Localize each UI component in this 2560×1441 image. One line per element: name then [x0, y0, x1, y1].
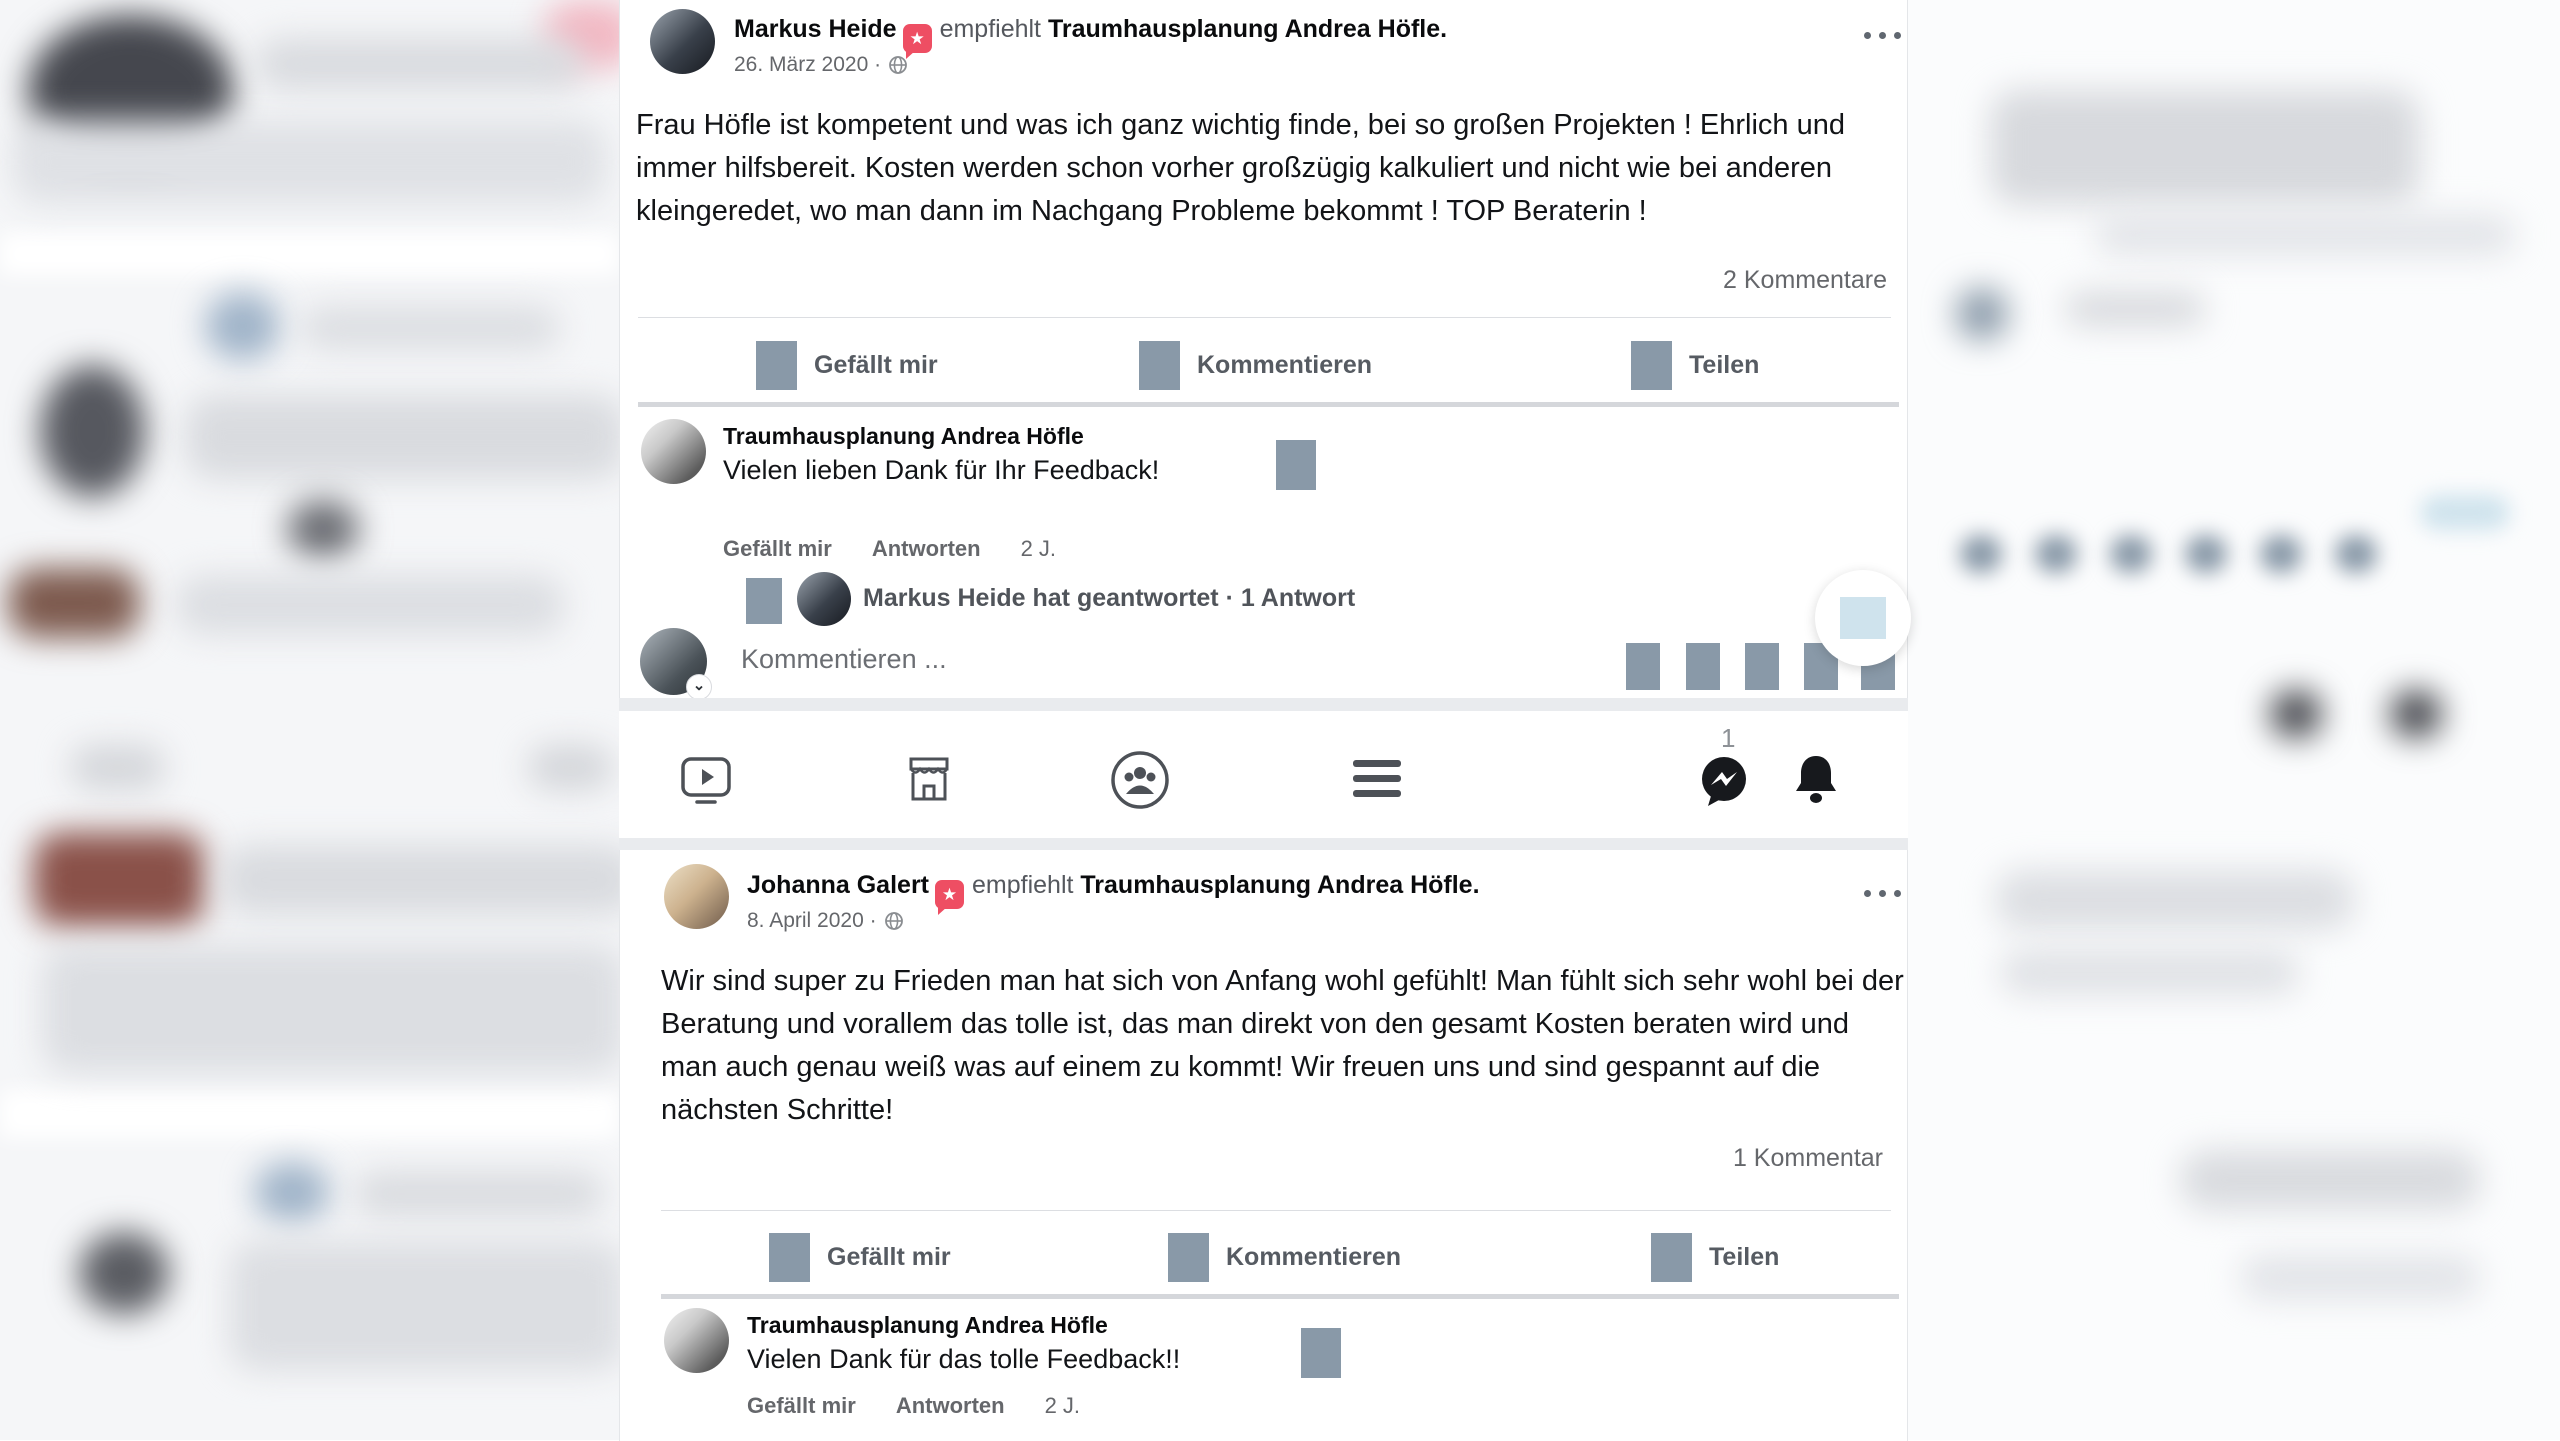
blur-blob	[1960, 535, 2002, 573]
post-meta-row	[734, 53, 908, 77]
share-label: Teilen	[1709, 1242, 1780, 1271]
blur-blob	[2180, 1150, 2480, 1210]
recommend-badge-icon	[935, 880, 964, 909]
post-more-button[interactable]	[1864, 890, 1901, 897]
post-body: Frau Höfle ist kompetent und was ich ganz wichtig finde, bei so großen Projekten ! Ehrlich und immer hilfsbereit. Kosten werden schon vorher großzügig kalkuliert und nicht wie bei anderen kleingeredet, wo man dann im Nachgang Probleme bekommt ! TOP Beraterin !	[636, 109, 1845, 227]
blur-blob	[2035, 535, 2077, 573]
comment-label: Kommentieren	[1197, 350, 1373, 379]
blur-blob	[40, 365, 145, 497]
post-meta-row	[747, 909, 904, 933]
reply-summary[interactable]: Markus Heide hat geantwortet · 1 Antwort	[863, 584, 1356, 612]
blur-blob	[229, 1241, 619, 1371]
emoji-placeholder-icon[interactable]	[1626, 643, 1660, 690]
blur-blob	[287, 500, 359, 558]
post-author-name[interactable]: Johanna Galert	[747, 871, 929, 899]
comment-like-link[interactable]: Gefällt mir	[747, 1393, 856, 1418]
comment-age: 2 J.	[1020, 536, 1057, 561]
like-button[interactable]	[769, 1226, 951, 1288]
share-button[interactable]	[1631, 334, 1759, 396]
post-more-button[interactable]	[1864, 32, 1901, 39]
camera-placeholder-icon[interactable]	[1686, 643, 1720, 690]
post-card-johanna	[619, 850, 1908, 1441]
blur-blob	[300, 306, 560, 350]
comment-like-link[interactable]: Gefällt mir	[723, 536, 832, 561]
feed-gap	[619, 698, 1908, 711]
feed-gap	[619, 838, 1908, 850]
blur-blob	[2110, 535, 2152, 573]
post-date[interactable]: 8. April 2020 ·	[747, 909, 877, 932]
post-action-word: empfiehlt	[939, 15, 1042, 43]
blur-blob	[254, 1162, 330, 1222]
comment-meta-row	[723, 536, 1056, 562]
chevron-down-icon: ⌄	[686, 674, 712, 700]
blur-blob	[2390, 690, 2442, 738]
blur-blob	[185, 395, 619, 479]
post-action-word: empfiehlt	[972, 871, 1074, 899]
reply-author-avatar[interactable]	[797, 572, 851, 626]
notifications-icon[interactable]	[1791, 752, 1841, 806]
blur-blob	[221, 845, 619, 915]
blur-blob	[205, 292, 280, 360]
post-headline	[747, 869, 1847, 909]
floating-action-button[interactable]	[1815, 570, 1911, 666]
blur-blob	[2000, 950, 2300, 995]
share-icon	[1631, 341, 1672, 390]
post-body: Wir sind super zu Frieden man hat sich von Anfang wohl gefühlt! Man fühlt sich sehr wohl bei der Beratung und vorallem das tolle ist, das man direkt von den gesamt Kosten beraten wird und man auch genau weiß was auf einem zu kommt! Wir freuen uns und sind gespannt auf die nächsten Schritte!	[661, 965, 1904, 1126]
comment-button[interactable]	[1139, 334, 1372, 396]
comment-button[interactable]	[1168, 1226, 1401, 1288]
comment-sticker-placeholder-icon	[1276, 440, 1316, 490]
blur-blob	[2270, 690, 2322, 738]
background-blur-left	[0, 0, 619, 1440]
comment-text: Vielen Dank für das tolle Feedback!!	[747, 1344, 1181, 1374]
blur-blob	[70, 745, 165, 790]
blur-blob	[1995, 870, 2355, 930]
blur-blob	[2240, 1255, 2480, 1300]
comment-label: Kommentieren	[1226, 1242, 1402, 1271]
comment-sticker-placeholder-icon	[1301, 1328, 1341, 1378]
recommend-badge-icon	[903, 24, 932, 53]
blur-blob	[42, 945, 619, 1073]
blur-blob	[2260, 535, 2302, 573]
blur-blob	[255, 38, 585, 90]
comment-count[interactable]: 2 Kommentare	[1723, 266, 1887, 294]
divider	[638, 402, 1899, 407]
divider	[638, 317, 1891, 318]
blur-blob	[175, 575, 565, 635]
globe-icon	[884, 911, 904, 931]
blur-blob	[528, 745, 613, 790]
post-card-markus	[619, 0, 1908, 698]
post-headline	[734, 13, 1834, 53]
like-label: Gefällt mir	[814, 350, 938, 379]
comment-reply-link[interactable]: Antworten	[895, 1393, 1005, 1418]
divider	[661, 1210, 1891, 1211]
like-button[interactable]	[756, 334, 938, 396]
star-icon: ★	[909, 29, 925, 48]
share-icon	[1651, 1233, 1692, 1282]
blur-blob	[33, 832, 205, 927]
post-date[interactable]: 26. März 2020 ·	[734, 53, 882, 76]
comment-count[interactable]: 1 Kommentar	[1732, 1144, 1883, 1172]
comment-composer[interactable]: Kommentieren ...	[741, 644, 947, 674]
globe-icon	[888, 55, 908, 75]
comment-author-avatar[interactable]	[641, 419, 706, 484]
post-page-link[interactable]: Traumhausplanung Andrea Höfle.	[1080, 871, 1480, 899]
blur-blob	[1990, 90, 2420, 205]
messenger-badge: 1	[1721, 723, 1736, 753]
blur-blob	[0, 233, 619, 275]
star-icon: ★	[941, 885, 958, 904]
comment-text: Vielen lieben Dank für Ihr Feedback!	[723, 455, 1160, 485]
post-page-link[interactable]: Traumhausplanung Andrea Höfle.	[1047, 15, 1448, 43]
like-icon	[769, 1233, 810, 1282]
comment-reply-link[interactable]: Antworten	[871, 536, 981, 561]
post-author-avatar[interactable]	[664, 864, 729, 929]
comment-meta-row	[747, 1393, 1080, 1419]
groups-icon[interactable]	[1109, 749, 1171, 811]
menu-icon[interactable]	[1353, 757, 1401, 801]
blur-blob	[0, 1090, 619, 1138]
blur-blob	[2095, 215, 2515, 255]
reply-arrow-placeholder-icon	[746, 578, 782, 624]
comment-icon	[1168, 1233, 1209, 1282]
share-button[interactable]	[1651, 1226, 1779, 1288]
comment-author-name[interactable]: Traumhausplanung Andrea Höfle	[747, 1312, 1108, 1338]
comment-icon	[1139, 341, 1180, 390]
comment-author-name[interactable]: Traumhausplanung Andrea Höfle	[723, 423, 1084, 449]
blur-blob	[1956, 288, 2008, 340]
blur-blob	[354, 1172, 604, 1216]
floating-button-icon	[1840, 597, 1886, 639]
blur-blob	[2420, 495, 2510, 530]
messenger-icon[interactable]	[1699, 755, 1749, 807]
comment-age: 2 J.	[1044, 1393, 1081, 1418]
blur-blob	[2335, 535, 2377, 573]
blur-blob	[2185, 535, 2227, 573]
gif-placeholder-icon[interactable]	[1745, 643, 1779, 690]
marketplace-icon[interactable]	[903, 753, 955, 805]
feed-column	[619, 0, 1908, 1440]
post-author-name[interactable]: Markus Heide	[734, 15, 897, 43]
post-author-avatar[interactable]	[650, 9, 715, 74]
comment-author-avatar[interactable]	[664, 1308, 729, 1373]
like-icon	[756, 341, 797, 390]
blur-blob	[2065, 292, 2205, 326]
app-navbar	[619, 711, 1908, 838]
share-label: Teilen	[1689, 350, 1760, 379]
blur-blob	[8, 568, 140, 638]
like-label: Gefällt mir	[827, 1242, 951, 1271]
watch-icon[interactable]	[677, 751, 735, 809]
background-blur-right	[1908, 0, 2560, 1440]
divider	[661, 1294, 1899, 1299]
blur-blob	[12, 120, 607, 204]
blur-blob	[79, 1232, 169, 1314]
